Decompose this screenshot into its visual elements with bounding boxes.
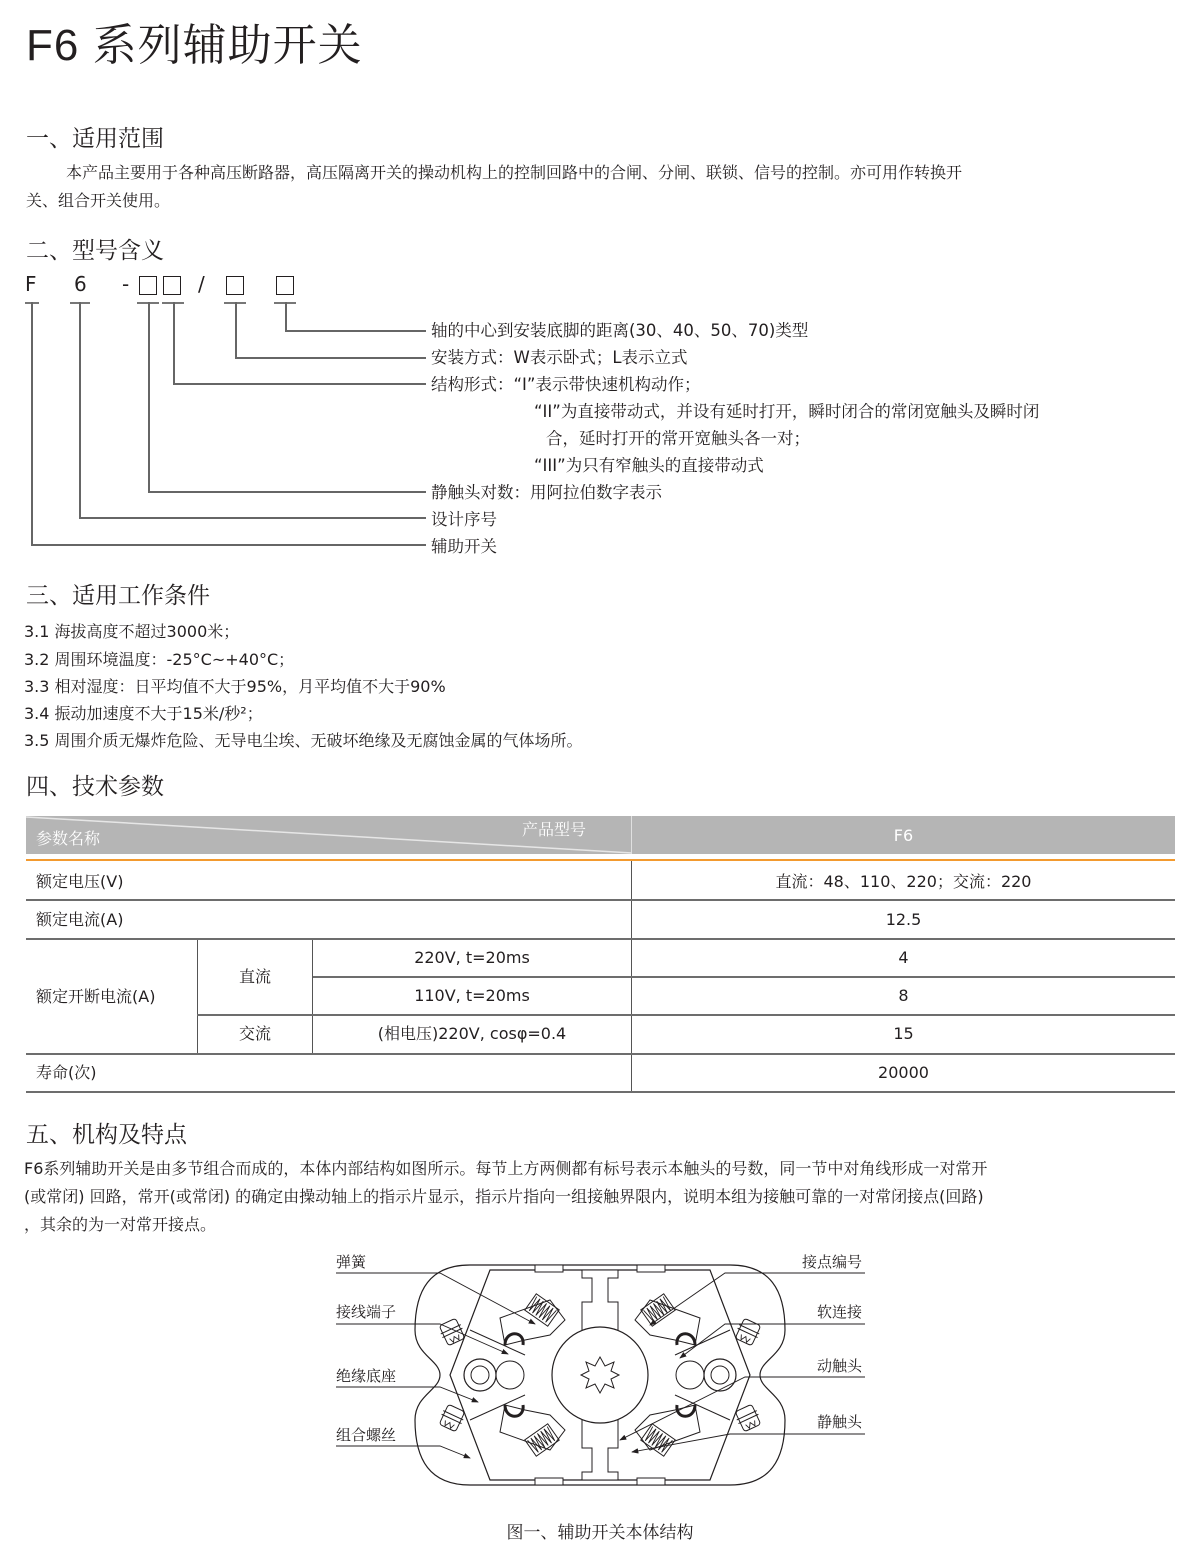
scope-text-line1: 本产品主要用于各种高压断路器，高压隔离开关的操动机构上的控制回路中的合闸、分闸、联锁、信号的控制。亦可用作转换开 (66, 163, 963, 182)
features-text-line3: ，其余的为一对常开接点。 (24, 1215, 217, 1234)
header-param-name: 参数名称 (36, 829, 101, 848)
table-header (26, 816, 1175, 854)
section-heading-model: 二、型号含义 (26, 238, 164, 264)
leader-line (31, 302, 33, 545)
features-text-line1: F6系列辅助开关是由多节组合而成的，本体内部结构如图所示。每节上方两侧都有标号表示本触头的号数，同一节中对角线形成一对常开 (24, 1159, 988, 1178)
legend-mounting: 安装方式：W表示卧式；L表示立式 (431, 348, 688, 367)
leader-line (173, 302, 175, 384)
section-heading-features: 五、机构及特点 (26, 1122, 187, 1148)
condition-item: 3.5 周围介质无爆炸危险、无导电尘埃、无破坏绝缘及无腐蚀金属的气体场所。 (24, 731, 583, 750)
breaking-condition: (相电压)220V, cosφ=0.4 (377, 1024, 567, 1043)
leader-line (235, 357, 426, 359)
section-heading-conditions: 三、适用工作条件 (26, 583, 210, 609)
legend-distance: 轴的中心到安装底脚的距离(30、40、50、70)类型 (431, 321, 809, 340)
rated-voltage-value: 直流：48、110、220；交流：220 (775, 872, 1032, 891)
condition-item: 3.3 相对湿度：日平均值不大于95%，月平均值不大于90% (24, 677, 446, 696)
breaking-value: 15 (893, 1024, 914, 1043)
row-line (26, 1053, 1175, 1055)
legend-aux-switch: 辅助开关 (431, 537, 497, 556)
rated-current-label: 额定电流(A) (36, 910, 124, 929)
leader-line (31, 544, 426, 546)
switch-body-drawing (320, 1240, 880, 1520)
section-heading-specs: 四、技术参数 (26, 774, 164, 800)
leader-line (79, 517, 426, 519)
leader-line (285, 302, 287, 331)
breaking-value: 8 (898, 986, 909, 1005)
breaking-condition: 110V, t=20ms (414, 986, 530, 1005)
row-line (313, 976, 1175, 978)
code-char-f: F (25, 272, 37, 296)
header-model-value: F6 (893, 826, 914, 845)
code-box-contacts (139, 276, 157, 295)
scope-text-line2: 关、组合开关使用。 (26, 191, 171, 210)
leader-line (235, 302, 237, 358)
code-box-mounting (226, 276, 244, 295)
legend-structure-iii: “III”为只有窄触头的直接带动式 (534, 456, 764, 475)
label-spring: 弹簧 (336, 1253, 367, 1271)
code-box-structure (163, 276, 181, 295)
row-line (26, 1091, 1175, 1093)
breaking-current-label: 额定开断电流(A) (36, 987, 156, 1006)
label-moving-contact: 动触头 (817, 1357, 863, 1375)
row-line (26, 938, 1175, 940)
ac-label: 交流 (238, 1024, 271, 1043)
header-accent-line (26, 859, 1175, 861)
dc-label: 直流 (238, 967, 271, 986)
code-box-distance (276, 276, 294, 295)
code-char-6: 6 (74, 272, 87, 296)
code-slash: / (198, 272, 205, 296)
figure-caption: 图一、辅助开关本体结构 (506, 1523, 694, 1543)
condition-item: 3.2 周围环境温度：-25°C~+40°C； (24, 650, 295, 669)
code-dash: - (122, 272, 130, 296)
breaking-value: 4 (898, 948, 909, 967)
label-combination-screw: 组合螺丝 (336, 1426, 397, 1444)
leader-line (173, 383, 426, 385)
legend-contacts: 静触头对数：用阿拉伯数字表示 (431, 483, 662, 502)
condition-item: 3.1 海拔高度不超过3000米； (24, 622, 240, 641)
rated-voltage-label: 额定电压(V) (36, 872, 124, 891)
section-heading-scope: 一、适用范围 (26, 126, 164, 152)
label-static-contact: 静触头 (817, 1413, 863, 1431)
page-title: F6 系列辅助开关 (26, 21, 363, 70)
label-contact-number: 接点编号 (802, 1253, 863, 1271)
leader-line (285, 330, 426, 332)
leader-line (148, 302, 150, 492)
leader-line (79, 302, 81, 518)
features-text-line2: (或常闭) 回路，常开(或常闭) 的确定由操动轴上的指示片显示，指示片指向一组接触界限内，说明本组为接触可靠的一对常闭接点(回路) (24, 1187, 984, 1206)
header-product-model: 产品型号 (522, 820, 587, 839)
row-line (197, 1014, 1175, 1016)
legend-design-number: 设计序号 (431, 510, 497, 529)
rated-current-value: 12.5 (885, 910, 922, 929)
leader-line (148, 491, 426, 493)
legend-structure: 结构形式：“I”表示带快速机构动作； (431, 375, 701, 394)
breaking-condition: 220V, t=20ms (414, 948, 530, 967)
life-label: 寿命(次) (36, 1063, 97, 1082)
label-terminal: 接线端子 (336, 1303, 397, 1321)
row-line (26, 899, 1175, 901)
legend-structure-ii-cont: 合，延时打开的常开宽触头各一对； (546, 429, 810, 448)
label-flexible-connection: 软连接 (817, 1303, 863, 1321)
label-insulating-base: 绝缘底座 (336, 1367, 397, 1385)
life-value: 20000 (878, 1063, 929, 1082)
condition-item: 3.4 振动加速度不大于15米/秒²； (24, 704, 263, 723)
legend-structure-ii: “II”为直接带动式，并设有延时打开，瞬时闭合的常闭宽触头及瞬时闭 (534, 402, 1040, 421)
